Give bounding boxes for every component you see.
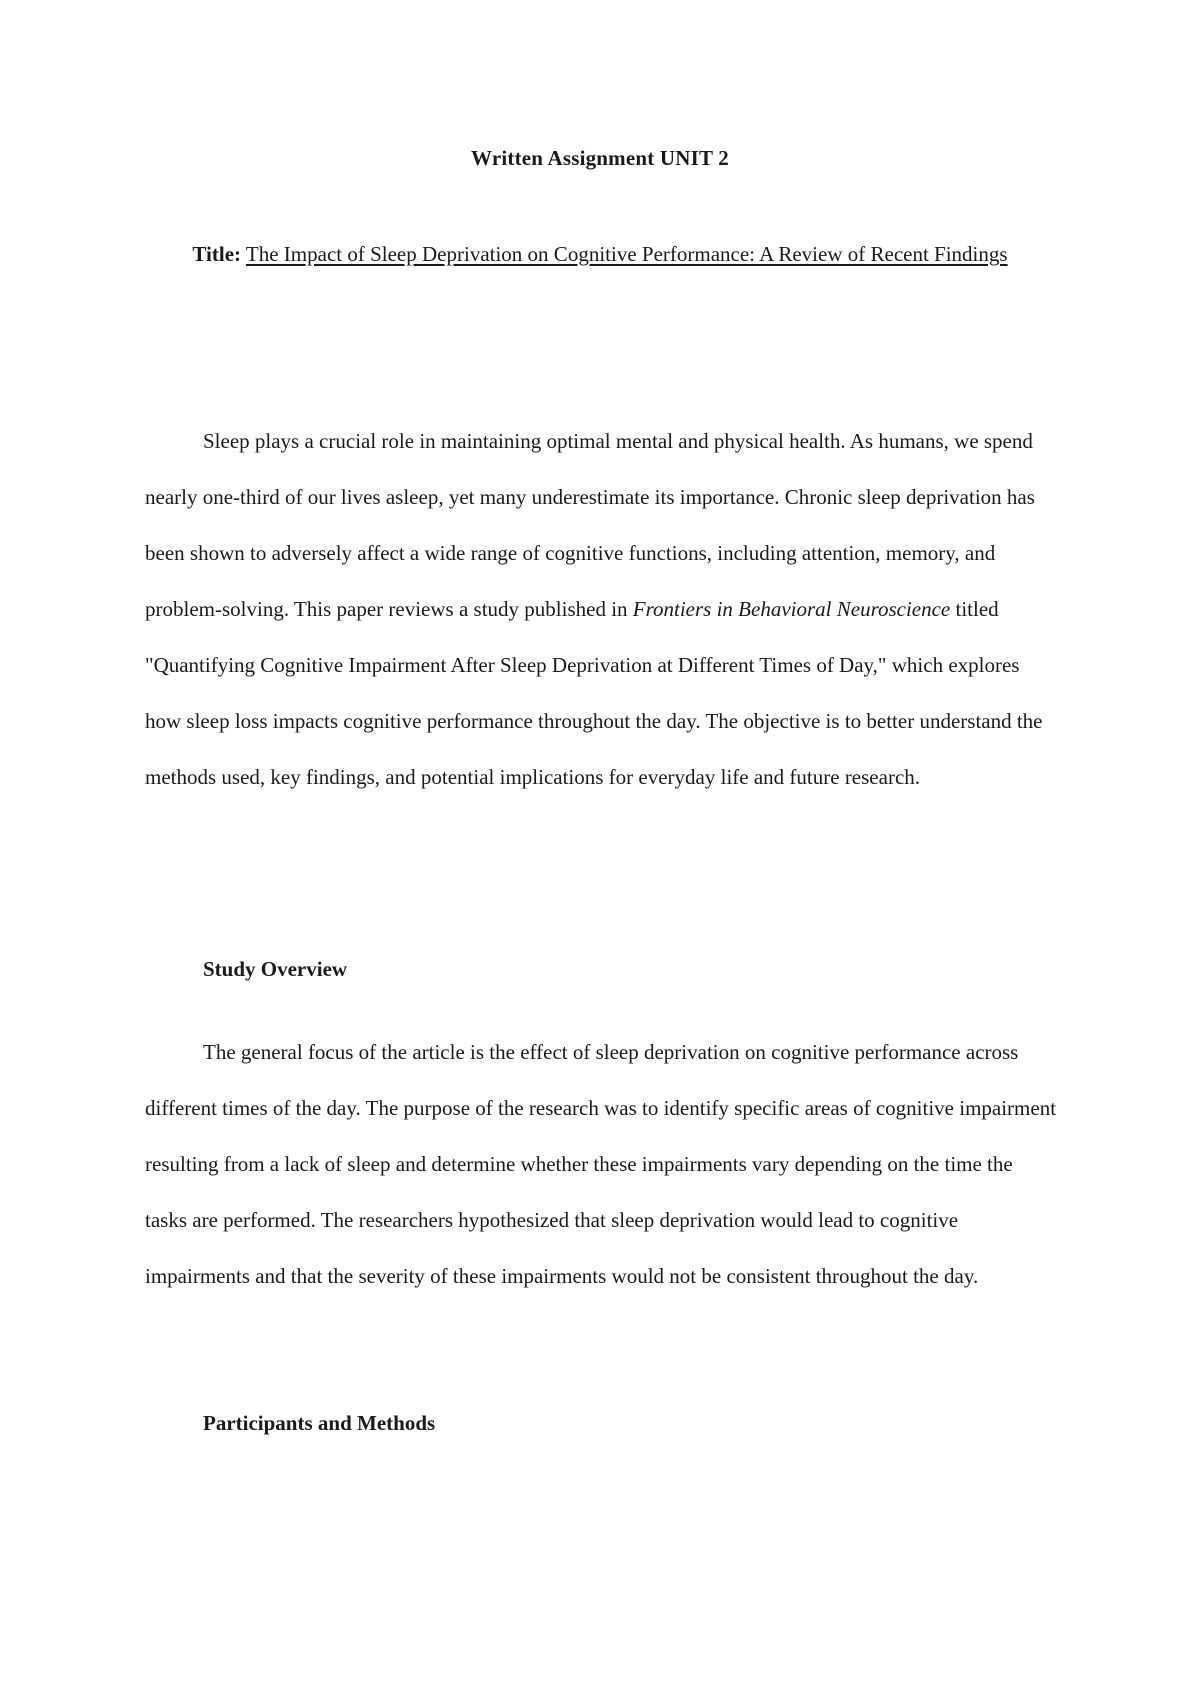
paper-title [145,226,1055,282]
title-label: Title: [192,242,242,266]
section-heading-study-overview: Study Overview [203,957,348,981]
document-heading: Written Assignment UNIT 2 [471,146,729,170]
title-text: The Impact of Sleep Deprivation on Cognitive Performance: A Review of Recent Findings [245,242,1008,266]
intro-text-part-1: Sleep plays a crucial role in maintaining optimal mental and physical health. As humans, we spend nearly one-third of our lives asleep, yet many underestimate its importance. Chronic sleep deprivation has been shown to adversely affect a wide range of cognitive functions, including attention, memory, and problem-solving. This paper reviews a study published in [145,429,1035,621]
section-heading-participants-methods: Participants and Methods [203,1411,436,1435]
intro-text-part-2: titled "Quantifying Cognitive Impairment After Sleep Deprivation at Different Times of Day," which explores how sleep loss impacts cognitive performance throughout the day. The objective is to better understand the methods used, key findings, and potential implications for everyday life and future research. [145,597,1043,789]
journal-name: Frontiers in Behavioral Neuroscience [632,597,951,621]
intro-paragraph [145,413,1057,805]
study-overview-paragraph: The general focus of the article is the effect of sleep deprivation on cognitive performance across different times of the day. The purpose of the research was to identify specific areas of cognitive impairment resulting from a lack of sleep and determine whether these impairments vary depending on the time the tasks are performed. The researchers hypothesized that sleep deprivation would lead to cognitive impairments and that the severity of these impairments would not be consistent throughout the day. [145,1040,1057,1288]
